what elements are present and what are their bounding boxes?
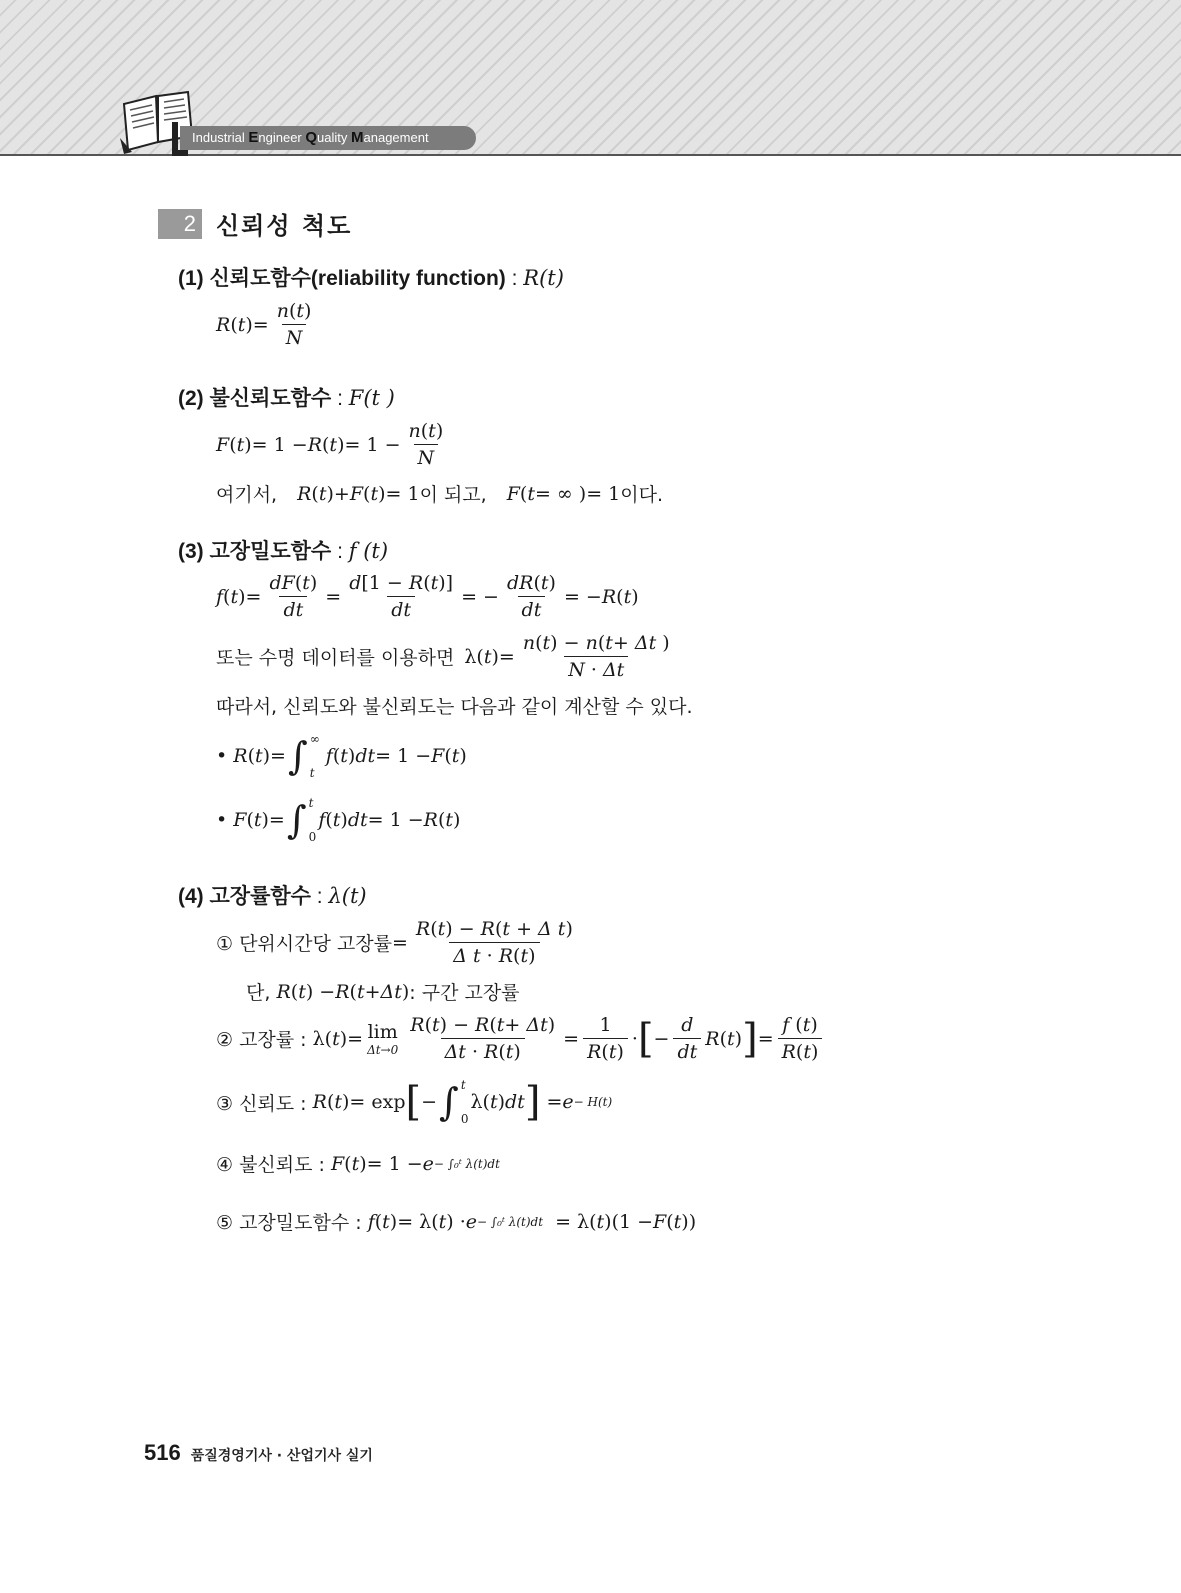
section-title: 신뢰성 척도 [216, 212, 353, 240]
formula-density-exp: ⑤ 고장밀도함수 : f ( t )= λ( t ) · e − ∫₀ᵗ λ(t)dt = λ( t )(1 − F ( t )) [216, 1210, 697, 1234]
text-therefore: 따라서, 신뢰도와 불신뢰도는 다음과 같이 계산할 수 있다. [216, 696, 693, 718]
section-number: 2 [158, 209, 202, 239]
formula-hazard-per-time: ① 단위시간당 고장률 = $\frac{\text{R(t) − R(t + Δ t)}}{\text{Δ t · R(t)}}$ [216, 918, 573, 967]
formula-reliability: R ( t ) = $\frac{n(t)}{N}$ [216, 300, 312, 349]
page-footer [144, 1440, 373, 1466]
formula-reliability-exp: ③ 신뢰도 : R ( t )= exp [ − ∫ t 0 λ( t ) dt ] = e − H(t) [216, 1078, 613, 1126]
formula-unreliability-exp: ④ 불신뢰도 : F ( t )= 1 − e − ∫₀ᵗ λ(t)dt [216, 1152, 500, 1176]
page-number: 516 [144, 1440, 181, 1465]
header-band [0, 0, 1181, 156]
formula-hazard-limit: ② 고장률 : λ( t )= lim Δt→0 $\frac{R(t) - R(t+ \Delta t)}{\Delta t \cdot R(t)}$ = $\frac{1}{R(t)}$ · [ − $\frac{d}{dt}$ R ( t ) ] = $\frac{f (t)}{R(t)}$ [216, 1014, 826, 1063]
formula-unreliability: F ( t ) = 1 − R ( t ) = 1 − $\frac{n(t)}{N}$ [216, 420, 444, 469]
book-title: 품질경영기사 · 산업기사 실기 [190, 1448, 373, 1464]
subsection-2-heading: (2) 불신뢰도함수 : F(t ) [178, 386, 395, 410]
header-series-label: Industrial Engineer Quality Management [180, 126, 476, 150]
formula-failure-density: f ( t )= $\frac{dF(t)}{dt}$ = $\frac{d[1 - R(t)]}{dt}$ = − $\frac{dR(t)}{dt}$ = − R ( t ) [216, 572, 639, 621]
section-heading [158, 206, 352, 241]
text-interval-note: 단, R ( t ) − R ( t + Δt ) : 구간 고장률 [246, 980, 520, 1004]
formula-life-data: 또는 수명 데이터를 이용하면 λ( t )= $\frac{n(t) - n(t+ \Delta t )}{N \cdot \Delta t}$ [216, 632, 670, 681]
subsection-1-heading: (1) 신뢰도함수(reliability function) : R(t) [178, 266, 564, 290]
subsection-4-heading: (4) 고장률함수 : λ(t) [178, 884, 367, 908]
text-relation: 여기서, R ( t ) + F ( t ) = 1 이 되고, F ( t = ∞ )= 1 이다. [216, 482, 664, 506]
formula-unreliability-integral: • F ( t )= ∫ t 0 f ( t ) dt = 1 − R ( t ) [216, 796, 461, 844]
subsection-3-heading: (3) 고장밀도함수 : f (t) [178, 539, 389, 563]
formula-reliability-integral: • R ( t )= ∫ ∞ t f ( t ) dt = 1 − F ( t ) [216, 732, 467, 780]
